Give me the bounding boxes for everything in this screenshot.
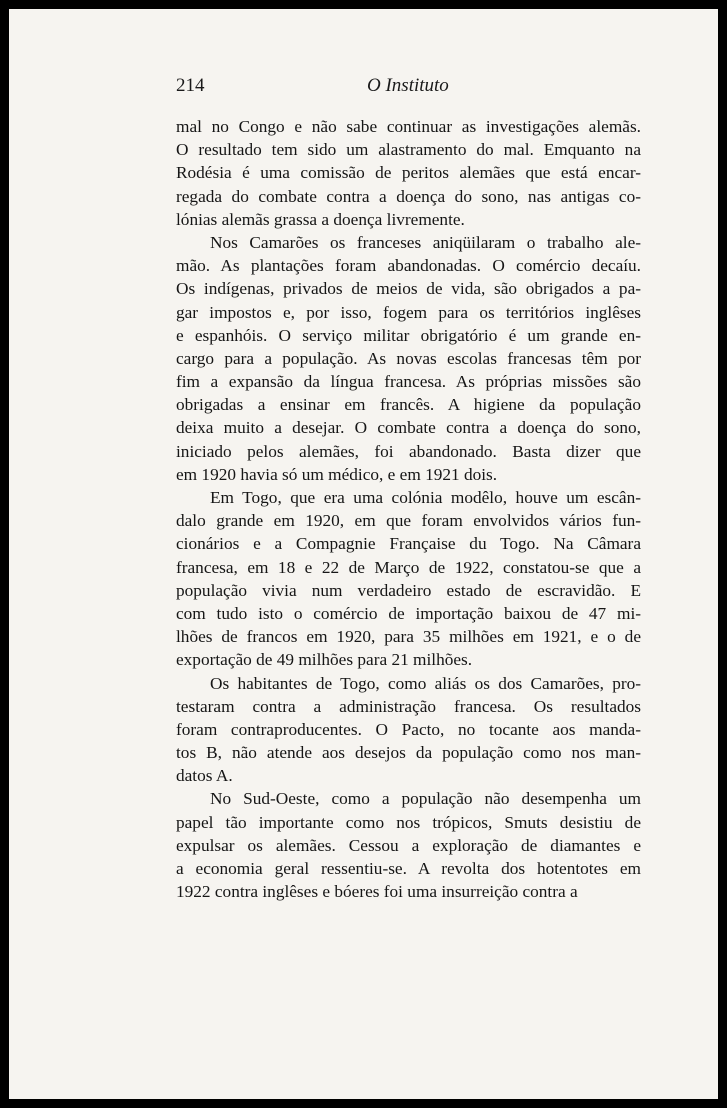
text-line: expulsar os alemães. Cessou a exploração de diamantes e (176, 835, 641, 855)
page-number: 214 (176, 75, 205, 96)
text-line: foram contraproducentes. O Pacto, no tocante aos manda- (176, 719, 641, 739)
text-line: cargo para a população. As novas escolas francesas têm por (176, 348, 641, 368)
text-line: iniciado pelos alemães, foi abandonado. Basta dizer que (176, 441, 641, 461)
text-line: tos B, não atende aos desejos da população como nos man- (176, 743, 641, 763)
text-line: mal no Congo e não sabe continuar as investigações alemãs. (176, 117, 641, 136)
text-line: lónias alemãs grassa a doença livremente. (176, 209, 465, 229)
text-line: Os indígenas, privados de meios de vida, são obrigados a pa- (176, 279, 641, 299)
text-line: população vivia num verdadeiro estado de escravidão. E (176, 580, 641, 600)
paragraph (176, 231, 641, 486)
text-line: regada do combate contra a doença do sono, nas antigas co- (176, 186, 641, 206)
text-line: mão. As plantações foram abandonadas. O comércio decaíu. (176, 256, 641, 276)
text-line: lhões de francos em 1920, para 35 milhões em 1921, e o de (176, 627, 641, 647)
text-line: No Sud-Oeste, como a população não desempenha um (210, 789, 641, 809)
text-line: a economia geral ressentiu-se. A revolta dos hotentotes em (176, 859, 641, 878)
text-line: Nos Camarões os franceses aniqüilaram o trabalho ale- (210, 232, 641, 252)
text-line: fim a expansão da língua francesa. As próprias missões são (176, 372, 641, 392)
journal-title: O Instituto (367, 75, 449, 96)
paragraph (176, 486, 641, 672)
text-line: dalo grande em 1920, em que foram envolvidos vários fun- (176, 511, 641, 531)
book-page (9, 9, 718, 1099)
text-line: papel tão importante como nos trópicos, Smuts desistiu de (176, 812, 641, 832)
paragraph (176, 672, 641, 788)
text-line: francesa, em 18 e 22 de Março de 1922, constatou-se que a (176, 557, 641, 577)
text-line: exportação de 49 milhões para 21 milhões. (176, 650, 473, 670)
text-line: cionários e a Compagnie Française du Togo. Na Câmara (176, 534, 641, 554)
text-line: em 1920 havia só um médico, e em 1921 dois. (176, 464, 498, 484)
text-line: e espanhóis. O serviço militar obrigatório é um grande en- (176, 325, 641, 345)
paragraph (176, 115, 641, 231)
text-line: gar impostos e, por isso, fogem para os territórios inglêses (176, 302, 641, 322)
text-line: obrigadas a ensinar em francês. A higiene da população (176, 395, 641, 415)
text-line: 1922 contra inglêses e bóeres foi uma insurreição contra a (176, 882, 578, 902)
body-text (176, 115, 641, 903)
text-line: O resultado tem sido um alastramento do mal. Emquanto na (176, 140, 641, 160)
text-line: com tudo isto o comércio de importação baixou de 47 mi- (176, 603, 641, 623)
text-line: Rodésia é uma comissão de peritos alemães que está encar- (176, 163, 641, 183)
text-line: testaram contra a administração francesa. Os resultados (176, 696, 641, 716)
text-line: datos A. (176, 766, 233, 786)
paragraph (176, 787, 641, 903)
text-line: Os habitantes de Togo, como aliás os dos Camarões, pro- (210, 673, 641, 693)
running-head (9, 75, 718, 105)
text-line: Em Togo, que era uma colónia modêlo, houve um escân- (210, 488, 641, 507)
text-line: deixa muito a desejar. O combate contra a doença do sono, (176, 418, 641, 438)
